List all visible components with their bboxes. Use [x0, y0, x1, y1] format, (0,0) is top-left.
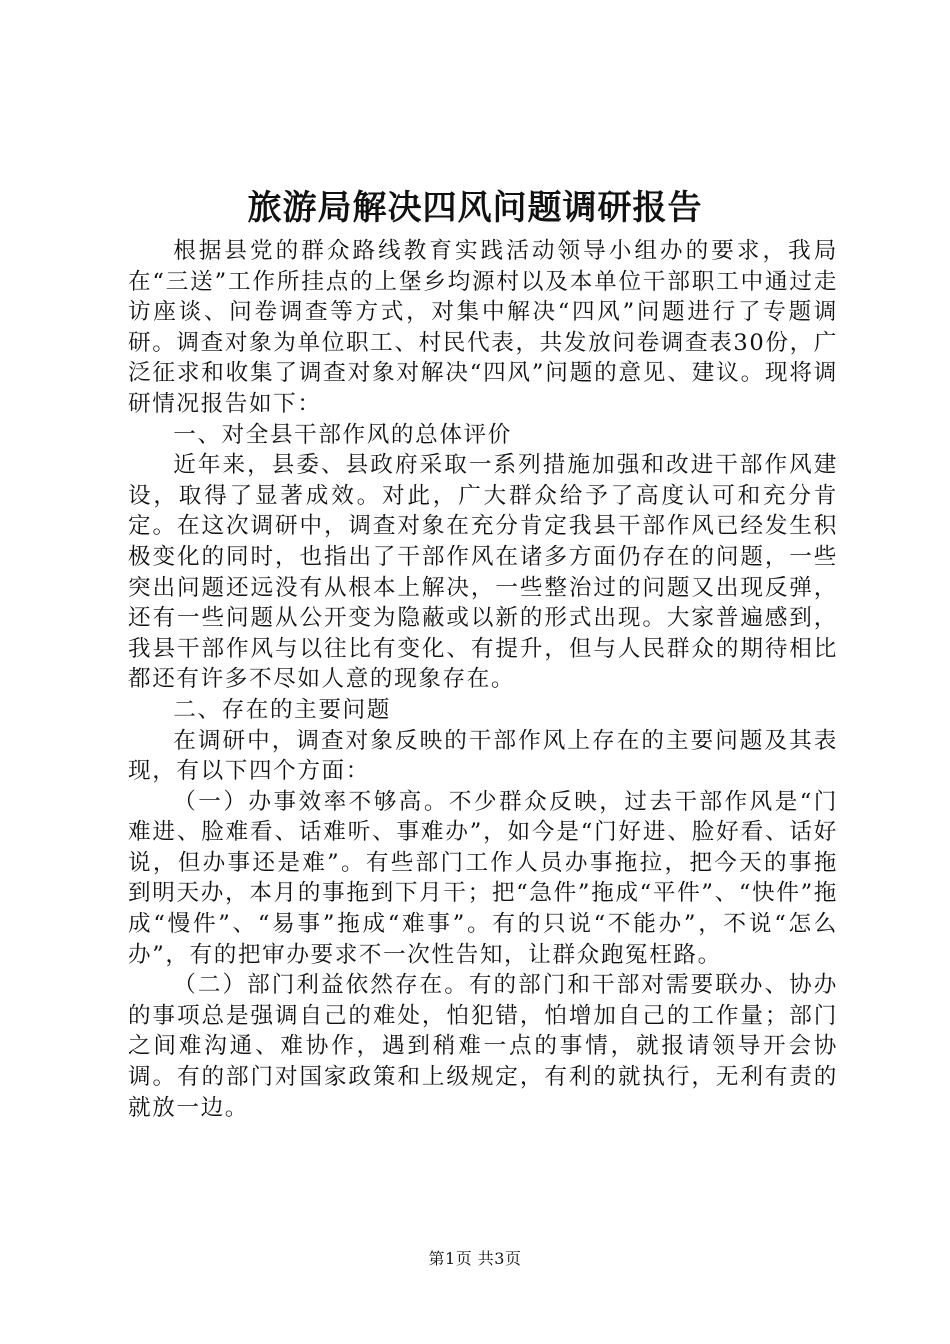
paragraph-overall-evaluation: 近年来，县委、县政府采取一系列措施加强和改进干部作风建设，取得了显著成效。对此，广大群众给予了高度认可和充分肯定。在这次调研中，调查对象在充分肯定我县干部作风已经发生积极变化的同时，也指出了干部作风在诸多方面仍存在的问题，一些突出问题还远没有从根本上解决，一些整治过的问题又出现反弹，还有一些问题从公开变为隐蔽或以新的形式出现。大家普遍感到，我县干部作风与以往比有变化、有提升，但与人民群众的期待相比都还有许多不尽如人意的现象存在。 — [128, 452, 838, 693]
paragraph-problems-intro: 在调研中，调查对象反映的干部作风上存在的主要问题及其表现，有以下四个方面： — [128, 727, 838, 785]
paragraph-intro: 根据县党的群众路线教育实践活动领导小组办的要求，我局在“三送”工作所挂点的上堡乡均源村以及本单位干部职工中通过走访座谈、问卷调查等方式，对集中解决“四风”问题进行了专题调研。调查对象为单位职工、村民代表，共发放问卷调查表30份，广泛征求和收集了调查对象对解决“四风”问题的意见、建议。现将调研情况报告如下： — [128, 238, 838, 417]
section-heading-1: 一、对全县干部作风的总体评价 — [173, 421, 512, 448]
document-title: 旅游局解决四风问题调研报告 — [247, 188, 703, 228]
section-heading-2: 二、存在的主要问题 — [173, 696, 391, 723]
document-body — [128, 236, 838, 1123]
page-footer: 第1页 共3页 — [428, 1249, 522, 1268]
paragraph-problem-1: （一）办事效率不够高。不少群众反映，过去干部作风是“门难进、脸难看、话难听、事难办”，如今是“门好进、脸好看、话好说，但办事还是难”。有些部门工作人员办事拖拉，把今天的事拖到明天办，本月的事拖到下月干；把“急件”拖成“平件”、“快件”拖成“慢件”、“易事”拖成“难事”。有的只说“不能办”，不说“怎么办”，有的把审办要求不一次性告知，让群众跑冤枉路。 — [128, 788, 838, 968]
paragraph-problem-2: （二）部门利益依然存在。有的部门和干部对需要联办、协办的事项总是强调自己的难处，怕犯错，怕增加自己的工作量；部门之间难沟通、难协作，遇到稍难一点的事情，就报请领导开会协调。有的部门对国家政策和上级规定，有利的就执行，无利有责的就放一边。 — [128, 972, 838, 1121]
